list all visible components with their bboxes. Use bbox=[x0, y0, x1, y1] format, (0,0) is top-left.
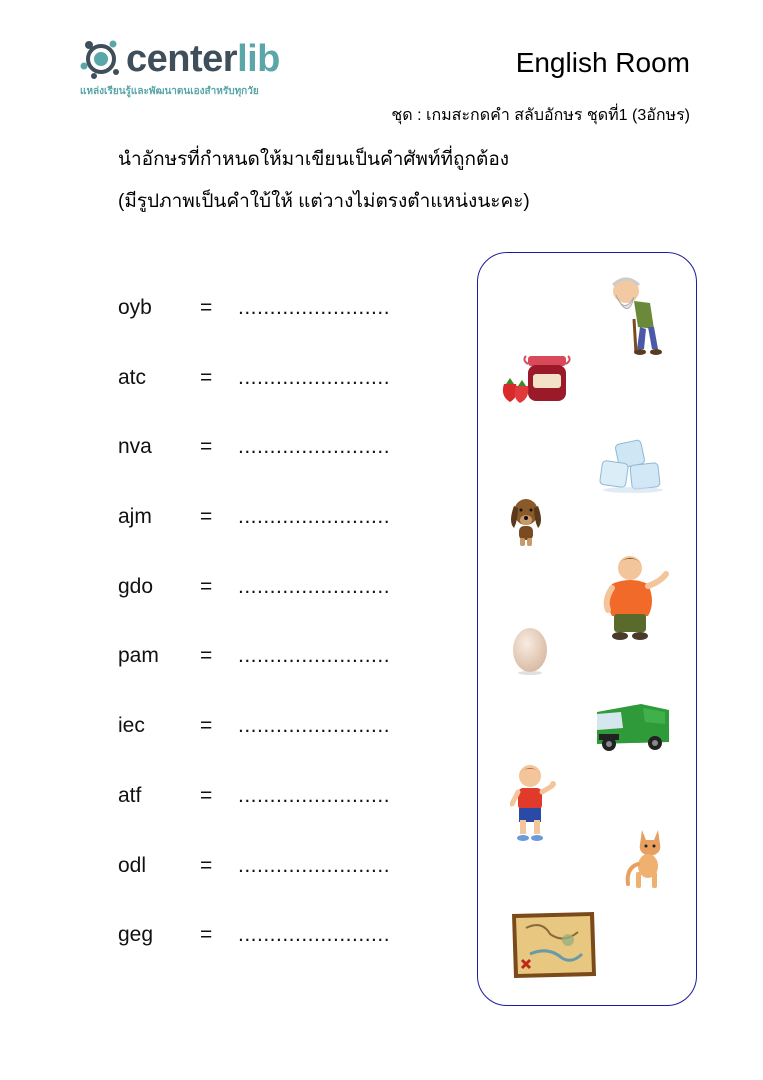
equals-sign: = bbox=[200, 505, 213, 529]
exercise-row bbox=[118, 505, 458, 575]
scrambled-word: gdo bbox=[118, 574, 154, 598]
equals-sign: = bbox=[200, 783, 213, 807]
equals-sign: = bbox=[200, 574, 213, 598]
fat-man-icon bbox=[600, 552, 674, 642]
equals-sign: = bbox=[200, 714, 213, 738]
exercise-row bbox=[118, 366, 458, 436]
exercise-row bbox=[118, 296, 458, 366]
jam-jar-icon bbox=[498, 350, 574, 404]
answer-blank[interactable]: ........................ bbox=[238, 365, 391, 389]
scrambled-word: iec bbox=[118, 714, 145, 738]
equals-sign: = bbox=[200, 365, 213, 389]
egg-icon bbox=[510, 623, 550, 675]
scrambled-word: atc bbox=[118, 365, 147, 389]
scrambled-word: ajm bbox=[118, 505, 152, 529]
instruction-line-1: นำอักษรที่กำหนดให้มาเขียนเป็นคำศัพท์ที่ถูกต้อง bbox=[118, 149, 510, 170]
logo-mark-icon bbox=[78, 36, 124, 82]
scrambled-word: pam bbox=[118, 644, 159, 668]
equals-sign: = bbox=[200, 853, 213, 877]
exercise-row bbox=[118, 435, 458, 505]
scrambled-word: odl bbox=[118, 853, 147, 877]
exercise-row bbox=[118, 854, 458, 924]
equals-sign: = bbox=[200, 296, 213, 319]
exercise-row bbox=[118, 714, 458, 784]
answer-blank[interactable]: ........................ bbox=[238, 435, 391, 459]
scrambled-word: nva bbox=[118, 435, 152, 459]
van-icon bbox=[593, 698, 673, 754]
page-title: English Room bbox=[515, 47, 690, 78]
answer-blank[interactable]: ........................ bbox=[238, 853, 391, 877]
exercise-row bbox=[118, 644, 458, 714]
treasure-map-icon bbox=[508, 910, 598, 980]
answer-blank[interactable]: ........................ bbox=[238, 644, 391, 668]
scrambled-word: oyb bbox=[118, 296, 152, 319]
equals-sign: = bbox=[200, 923, 213, 947]
old-man-icon bbox=[604, 275, 666, 357]
exercise-list bbox=[118, 296, 458, 993]
equals-sign: = bbox=[200, 435, 213, 459]
centerlib-logo bbox=[78, 34, 318, 104]
instruction-line-2: (มีรูปภาพเป็นคำใบ้ให้ แต่วางไม่ตรงตำแหน่งนะคะ) bbox=[118, 191, 530, 212]
logo-wordmark: centerlib bbox=[126, 38, 280, 80]
ice-cubes-icon bbox=[595, 438, 667, 494]
scrambled-word: geg bbox=[118, 923, 154, 947]
boy-icon bbox=[510, 762, 558, 842]
exercise-row bbox=[118, 784, 458, 854]
exercise-row bbox=[118, 575, 458, 645]
answer-blank[interactable]: ........................ bbox=[238, 296, 391, 319]
logo-tagline: แหล่งเรียนรู้และพัฒนาตนเองสำหรับทุกวัย bbox=[80, 86, 259, 97]
answer-blank[interactable]: ........................ bbox=[238, 923, 391, 947]
cat-icon bbox=[622, 824, 670, 892]
answer-blank[interactable]: ........................ bbox=[238, 574, 391, 598]
dog-icon bbox=[506, 492, 546, 548]
answer-blank[interactable]: ........................ bbox=[238, 783, 391, 807]
answer-blank[interactable]: ........................ bbox=[238, 505, 391, 529]
equals-sign: = bbox=[200, 644, 213, 668]
exercise-row bbox=[118, 923, 458, 993]
answer-blank[interactable]: ........................ bbox=[238, 714, 391, 738]
scrambled-word: atf bbox=[118, 783, 142, 807]
worksheet-set-label: ชุด : เกมสะกดคำ สลับอักษร ชุดที่1 (3อักษร) bbox=[391, 107, 690, 124]
